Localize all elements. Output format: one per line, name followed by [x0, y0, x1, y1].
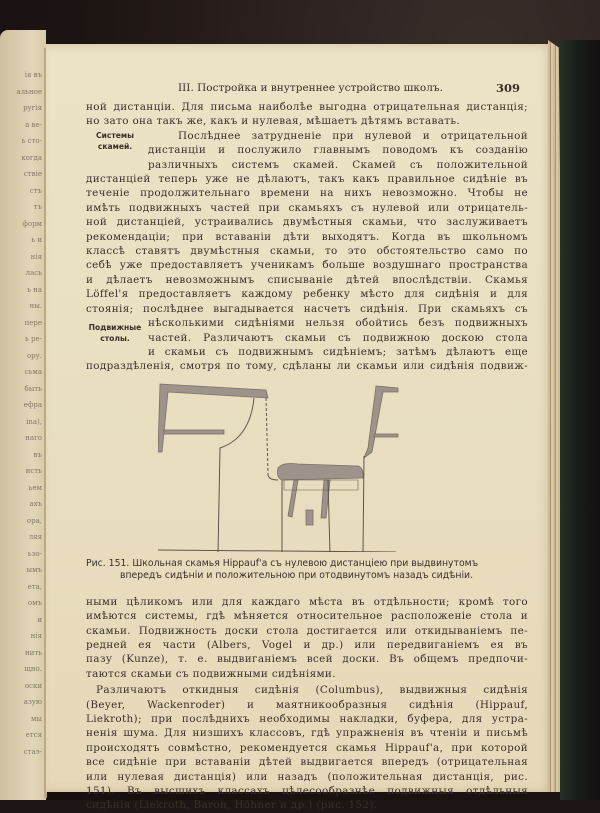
- text-line: и скамьи съ подвижнымъ сидѣніемъ; затѣмъ дѣлаютъ еще: [148, 345, 528, 358]
- caption-line-2: впередъ сидѣніи и положительною при отодвинутомъ назадъ сидѣніи.: [120, 570, 474, 582]
- text-line: имѣются системы, гдѣ мѣняется относительное расположеніе стола и: [86, 610, 528, 623]
- text-line: Различаютъ откидныя сидѣнія (Columbus), выдвижныя сидѣнія: [96, 684, 528, 697]
- left-page-edge: [0, 30, 46, 800]
- text-line: и дѣлаетъ невозможнымъ списываніе дѣтей впослѣдствіи. Скамья: [86, 273, 528, 286]
- left-page-text-fragment: быть: [24, 384, 42, 393]
- left-page-text-fragment: ахъ: [29, 500, 42, 508]
- left-page-text-fragment: мы: [30, 714, 42, 723]
- margin-note-line: столы.: [100, 334, 130, 344]
- margin-note-line: скамей.: [97, 141, 133, 151]
- left-page-text-fragment: ь ре-: [24, 335, 42, 343]
- left-page-text-fragment: стъ: [29, 186, 42, 195]
- left-page-text-fragment: ствіе: [23, 170, 42, 178]
- left-page-text-fragment: исть: [25, 467, 42, 475]
- left-page-text-fragment: ругія: [23, 104, 42, 112]
- text-line: скамьи. Подвижность доски стола достигается или откидываніемъ пе-: [86, 624, 528, 637]
- left-page-text-fragment: пере: [24, 318, 42, 327]
- left-page-text-fragment: ь на: [27, 285, 42, 294]
- left-page-text-fragment: омъ: [27, 599, 42, 607]
- left-page-text-fragment: ефра: [23, 401, 42, 409]
- text-line: классѣ ставятъ двумѣстныя скамьи, то это обстоятельство само по: [86, 245, 528, 258]
- paragraph-5: [86, 683, 528, 813]
- text-line: таются скамьи съ подвижными сидѣніями.: [86, 667, 336, 680]
- left-page-text-fragment: нія: [30, 252, 42, 261]
- text-line: рекомендаціи; при вставаніи дѣти выходятъ. Когда въ школьномъ: [86, 230, 528, 243]
- left-page-text-fragment: ымъ: [26, 566, 42, 574]
- bench-illustration: [158, 382, 458, 552]
- left-page-text-fragment: азую: [23, 698, 42, 706]
- text-line: происходятъ совмѣстно, рекомендуется скамья Hippauf'а, при которой: [86, 741, 528, 754]
- left-page-text-fragment: щно.: [24, 665, 42, 673]
- text-line: ненія шума. Для низшихъ классовъ, гдѣ упражненія въ чтеніи и письмѣ: [86, 727, 528, 740]
- left-page-text-fragment: ьзо-: [27, 549, 42, 558]
- left-page-text-fragment: ina),: [26, 417, 42, 426]
- left-page-text-fragment: и: [37, 615, 42, 624]
- left-page-text-fragment: ія въ: [24, 71, 42, 79]
- text-line: дистанціей теперь уже не дѣлаютъ, такъ какъ правильное сидѣніе въ: [86, 173, 528, 186]
- left-page-text-fragment: альное: [16, 87, 42, 96]
- page-content: [86, 82, 528, 813]
- left-page-text-fragment: лась: [25, 269, 42, 277]
- running-head: [86, 82, 528, 100]
- text-line: себѣ уже предоставляетъ ученикамъ больше воздушнаго пространства: [86, 259, 528, 272]
- left-page-text-fragment: ь сто-: [21, 137, 42, 145]
- text-line: подраздѣленія, смотря по тому, сдѣланы ли скамьи или сидѣнія подвиж-: [86, 360, 528, 373]
- figure-caption: [86, 558, 528, 583]
- figure-151: [86, 382, 528, 554]
- text-line: редней ея части (Albers, Vogel и др.) или передвиганіемъ ея въ: [86, 638, 528, 651]
- text-line: теченіе продолжительнаго времени на нихъ невозможно. Чтобы не: [86, 187, 528, 200]
- text-line: Löffel'я предоставляетъ каждому ребенку мѣсто для сидѣнія и для: [86, 288, 528, 301]
- paragraph-3: [86, 316, 528, 374]
- left-page-text-fragment: ета,: [27, 582, 42, 591]
- text-line: стоянія; послѣднее выгадывается насчетъ сидѣнія. При скамьяхъ съ: [86, 302, 528, 315]
- left-page-text-fragment: стаэ-: [23, 747, 42, 756]
- section-movable-tables: [86, 316, 528, 374]
- left-page-text-fragment: ьем: [28, 483, 42, 492]
- left-page-text-fragment: а ве-: [25, 120, 42, 129]
- left-page-text-fragment: ора,: [26, 516, 42, 525]
- text-line: имѣть подвижныхъ частей при скамьяхъ съ нулевой или отрицатель-: [86, 201, 528, 214]
- left-page-text-fragment: въ: [33, 450, 42, 459]
- margin-note-line: Подвижные: [88, 323, 142, 333]
- margin-note-line: Системы: [95, 130, 135, 140]
- left-page-text-fragment: тъ: [33, 203, 42, 211]
- book-cover-edge: [560, 40, 600, 800]
- text-line: пазу (Kunze), т. е. выдвиганіемъ всей доски. Въ общемъ предпочи-: [86, 653, 528, 666]
- left-page-text-fragment: оски: [24, 681, 42, 690]
- text-line: дистанціи и послужило главнымъ поводомъ къ созданію: [148, 144, 528, 157]
- left-page-text-fragment: ны.: [29, 302, 42, 310]
- paragraph-4: [86, 595, 528, 681]
- left-page-text-fragment: нить: [24, 648, 42, 657]
- margin-note-movable-tables: [84, 322, 146, 344]
- margin-note-bench-systems: [84, 130, 146, 152]
- left-page-text-fragment: сьма: [24, 368, 42, 376]
- caption-line-1: Рис. 151. Школьная скамья Hippauf'а съ нулевою дистанціею при выдвинутомъ: [86, 557, 479, 569]
- paragraph-1: [86, 100, 528, 129]
- text-line: ной дистанціей, устраивались двумѣстныя скамьи, что заслуживаетъ: [86, 216, 528, 229]
- text-line: (Beyer, Wackenroder) и маятникообразныя сидѣнія (Hippauf,: [86, 698, 528, 711]
- text-line: 151). Въ высшихъ классахъ цѣлесообразнѣе подвижныя отдѣльныя: [86, 785, 528, 797]
- text-line: но зато она такъ же, какъ и нулевая, мѣшаетъ дѣтямъ вставать.: [86, 115, 461, 128]
- text-line: или нулевая дистанція) или назадъ (положительная дистанція, рис.: [86, 770, 528, 783]
- page-number: 309: [495, 81, 520, 95]
- text-line: сидѣнія (Liekroth, Baron, Höhner и др.) (рис. 152).: [86, 799, 378, 812]
- section-bench-systems: [86, 129, 528, 316]
- text-line: ной дистанціи. Для письма наиболѣе выгодна отрицательная дистанція;: [86, 101, 528, 113]
- text-line: различныхъ системъ скамей. Скамей съ положительной: [148, 158, 528, 171]
- left-page-text-fragment: нія: [30, 632, 42, 640]
- left-page-text-fragment: когда: [21, 153, 42, 162]
- text-line: нѣсколькими сидѣніями нельзя обойтись безъ подвижныхъ: [148, 317, 528, 330]
- left-page-text-fragment: ь и: [31, 236, 42, 244]
- left-page-text-fragment: ору.: [26, 351, 42, 360]
- running-head-title: III. Постройка и внутреннее устройство школъ.: [178, 82, 443, 94]
- text-line: Liekroth); при послѣднихъ необходимы накладки, буфера, для устра-: [86, 712, 528, 725]
- left-page-text-fragment: наго: [25, 434, 42, 442]
- text-line: Послѣднее затрудненіе при нулевой и отрицательной: [178, 129, 528, 142]
- left-page-text-fragment: ляя: [28, 533, 42, 541]
- text-line: все сидѣніе при вставаніи дѣтей выдвигается впередъ (отрицательная: [86, 756, 528, 769]
- text-line: частей. Различаютъ скамьи съ подвижною доскою стола: [148, 331, 528, 344]
- text-line: ными цѣликомъ или для каждаго мѣста въ отдѣльности; кромѣ того: [86, 595, 528, 608]
- left-page-text-fragment: форм: [22, 219, 42, 228]
- paragraph-2: [86, 129, 528, 316]
- left-page-text-fragment: ется: [25, 731, 42, 739]
